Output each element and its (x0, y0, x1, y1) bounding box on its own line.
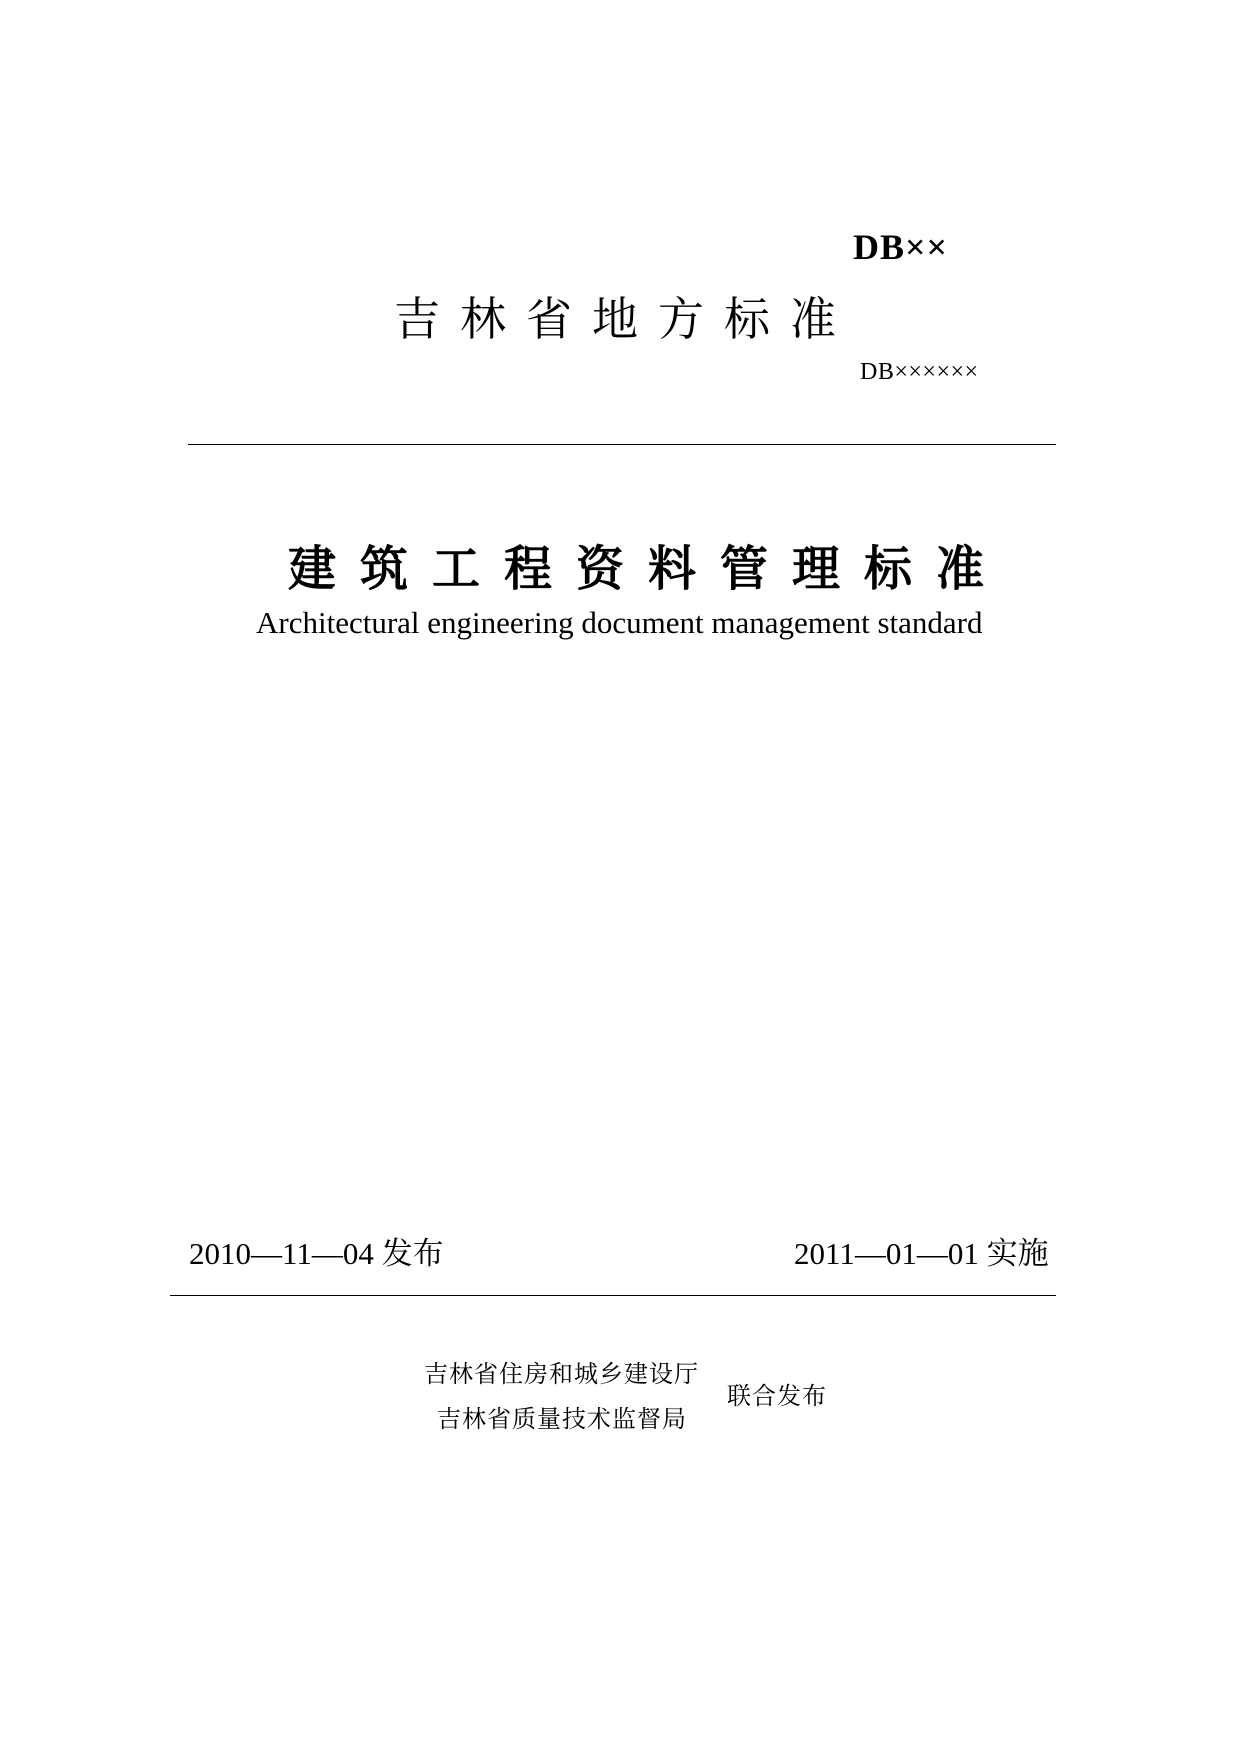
top-divider (188, 444, 1056, 445)
implementation-date: 2011—01—01 实施 (794, 1236, 1049, 1271)
title-english: Architectural engineering document management standard (256, 605, 983, 640)
issuer-name: 吉林省质量技术监督局 (437, 1407, 687, 1433)
issuer-name: 吉林省住房和城乡建设厅 (424, 1362, 699, 1388)
bottom-divider (170, 1295, 1056, 1296)
title-chinese: 建筑工程资料管理标准 (288, 541, 1009, 597)
issue-date: 2010—11—04 发布 (189, 1236, 444, 1271)
standard-number: DB×××××× (860, 359, 979, 385)
db-code: DB×× (853, 227, 949, 267)
joint-issue-label: 联合发布 (727, 1384, 827, 1410)
standard-type: 吉林省地方标准 (394, 292, 856, 346)
